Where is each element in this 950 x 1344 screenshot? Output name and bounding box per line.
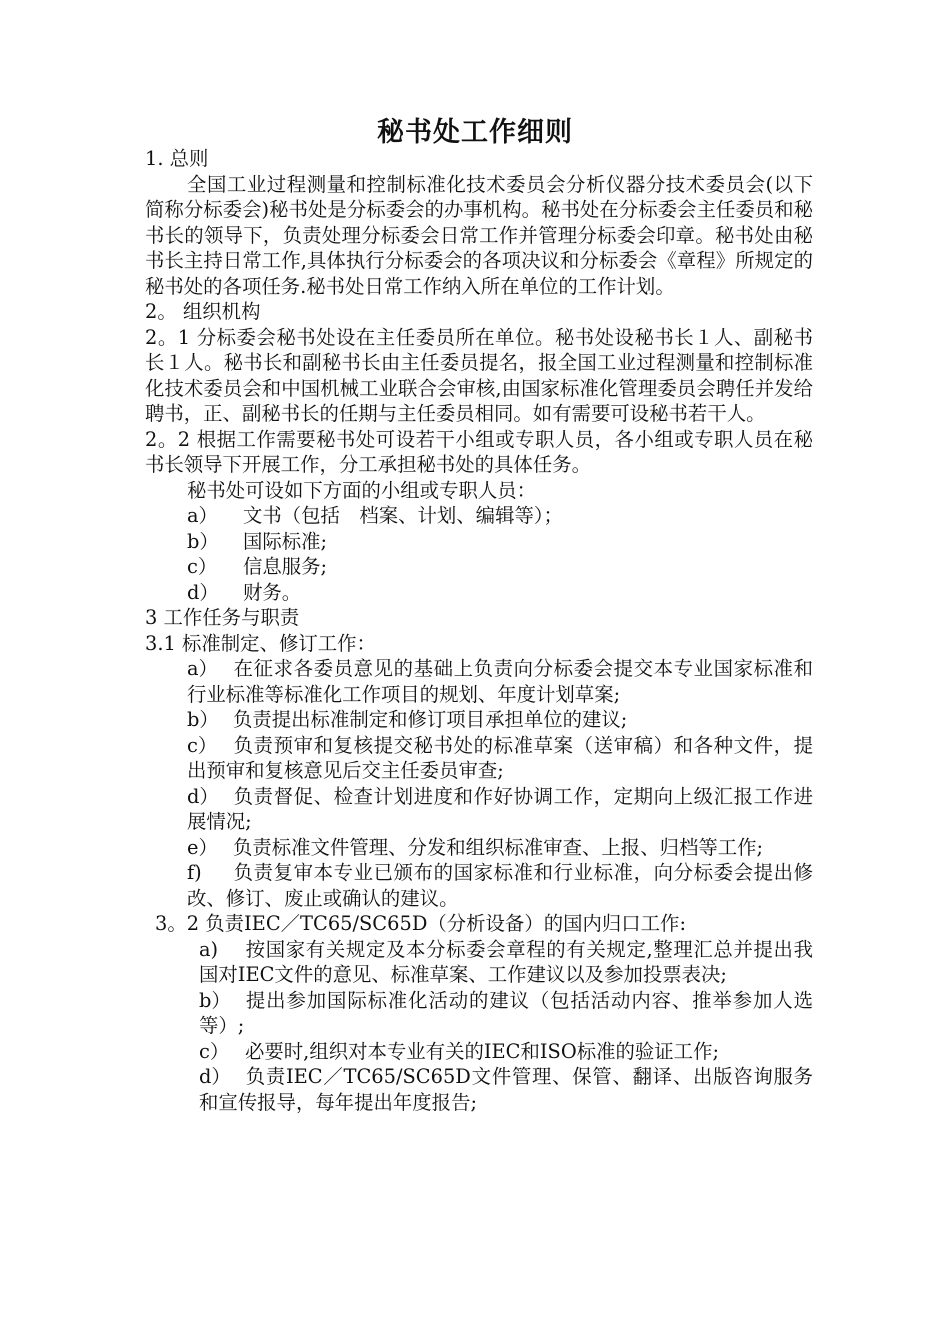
list-item (187, 707, 813, 733)
list-item-label: f) (187, 861, 202, 884)
section-3-1-heading: 3.1 标准制定、修订工作： (145, 631, 376, 655)
list-item-text: 负责标准文件管理、分发和组织标准审查、上报、归档等工作; (233, 835, 764, 859)
list-item (199, 988, 813, 1039)
section-2-2-intro: 秘书处可设如下方面的小组或专职人员： (187, 478, 537, 502)
list-item-text: 国际标准; (243, 529, 328, 553)
list-item (199, 1039, 813, 1065)
list-item-label: a） (187, 657, 218, 680)
page-title: 秘书处工作细则 (377, 117, 573, 148)
list-item-label: c） (187, 733, 218, 757)
section-3-heading: 3 工作任务与职责 (145, 606, 300, 629)
list-item (187, 554, 813, 580)
list-item-label: e） (187, 835, 218, 859)
list-item-label: d） (187, 784, 219, 808)
list-item (187, 733, 813, 784)
list-item-label: b） (199, 988, 231, 1012)
list-item-label: c） (199, 1039, 230, 1063)
list-item-label: d） (187, 580, 219, 604)
list-item (187, 503, 813, 529)
list-item-text: 负责IEC／TC65/SC65D文件管理、保管、翻译、出版咨询服务和宣传报导，每年提出年度报告; (199, 1065, 813, 1114)
list-item (199, 937, 813, 988)
list-item (187, 835, 813, 861)
list-item-text: 提出参加国际标准化活动的建议（包括活动内容、推举参加人选等）; (199, 988, 813, 1037)
list-item-label: b） (187, 529, 219, 553)
section-2-1-paragraph: 2。1 分标委会秘书处设在主任委员所在单位。秘书处设秘书长１人、副秘书长１人。秘书长和副秘书长由主任委员提名，报全国工业过程测量和控制标准化技术委员会和中国机械工业联合会审核,由国家标准化管理委员会聘任并发给聘书，正、副秘书长的任期与主任委员相同。如有需要可设秘书若干人。 (145, 325, 813, 425)
list-item-text: 必要时,组织对本专业有关的IEC和ISO标准的验证工作; (245, 1039, 719, 1063)
section-2-2-paragraph: 2。2 根据工作需要秘书处可设若干小组或专职人员，各小组或专职人员在秘书长领导下开展工作，分工承担秘书处的具体任务。 (145, 427, 813, 476)
list-item (187, 529, 813, 555)
list-item-text: 负责预审和复核提交秘书处的标准草案（送审稿）和各种文件，提出预审和复核意见后交主任委员审查; (187, 733, 813, 782)
document-body (145, 146, 813, 1115)
list-item-label: c） (187, 555, 218, 578)
list-item-text: 负责复审本专业已颁布的国家标准和行业标准，向分标委会提出修改、修订、废止或确认的建议。 (187, 861, 813, 910)
list-item (187, 860, 813, 911)
list-item-text: 文书（包括 档案、计划、编辑等）； (243, 504, 563, 527)
list-item-text: 负责提出标准制定和修订项目承担单位的建议; (233, 708, 628, 731)
list-item (199, 1064, 813, 1115)
list-item-text: 信息服务; (243, 555, 328, 578)
list-item-label: a） (187, 504, 218, 527)
section-1-paragraph: 全国工业过程测量和控制标准化技术委员会分析仪器分技术委员会(以下简称分标委会)秘书处是分标委会的办事机构。秘书处在分标委会主任委员和秘书长的领导下，负责处理分标委会日常工作并管理分标委会印章。秘书处由秘书长主持日常工作,具体执行分标委会的各项决议和分标委会《章程》所规定的秘书处的各项任务.秘书处日常工作纳入所在单位的工作计划。 (145, 172, 813, 298)
list-item-label: d） (199, 1065, 231, 1088)
section-3-2-heading: 3。2 负责IEC／TC65/SC65D（分析设备）的国内归口工作: (155, 912, 686, 935)
list-item-text: 在征求各委员意见的基础上负责向分标委会提交本专业国家标准和行业标准等标准化工作项目的规划、年度计划草案; (187, 657, 813, 706)
list-item-text: 财务。 (243, 580, 302, 604)
section-2-heading: 2。 组织机构 (145, 300, 261, 323)
list-item-label: a) (199, 937, 219, 961)
list-item (187, 784, 813, 835)
section-1-heading: 1. 总则 (145, 147, 209, 170)
list-item (187, 656, 813, 707)
list-item (187, 580, 813, 606)
list-item-label: b） (187, 708, 219, 731)
list-item-text: 按国家有关规定及本分标委会章程的有关规定,整理汇总并提出我国对IEC文件的意见、标准草案、工作建议以及参加投票表决; (199, 937, 813, 986)
list-item-text: 负责督促、检查计划进度和作好协调工作，定期向上级汇报工作进展情况; (187, 784, 813, 833)
